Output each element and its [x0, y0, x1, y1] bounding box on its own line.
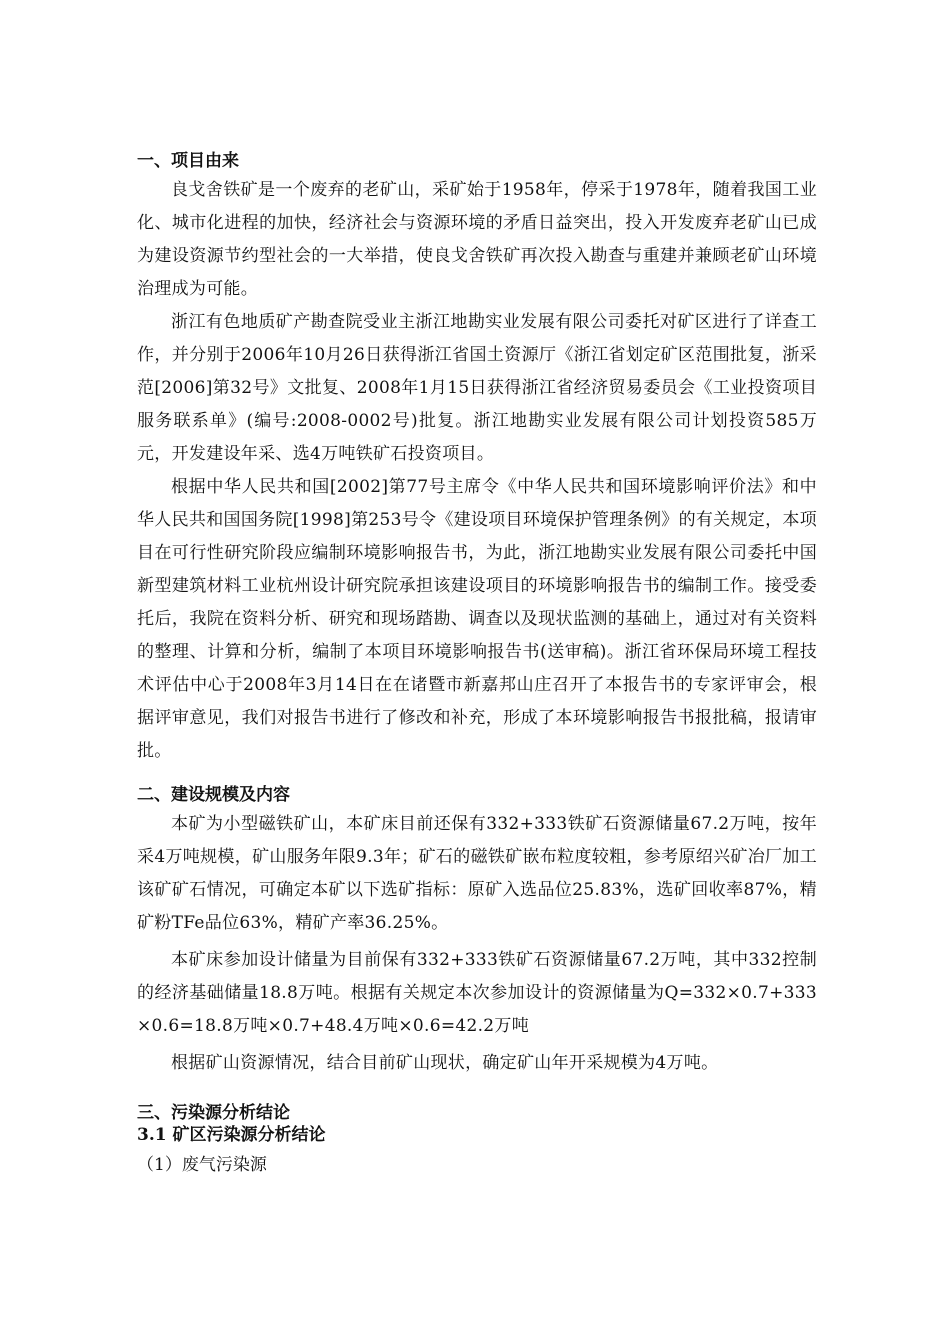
paragraph: 本矿为小型磁铁矿山，本矿床目前还保有332+333铁矿石资源储量67.2万吨，按年采4万吨规模，矿山服务年限9.3年；矿石的磁铁矿嵌布粒度较粗，参考原绍兴矿冶厂加工该矿矿石情况，可确定本矿以下选矿指标：原矿入选品位25.83%，选矿回收率87%，精矿粉TFe品位63%，精矿产率36.25%。 — [137, 814, 817, 933]
paragraph: 浙江有色地质矿产勘查院受业主浙江地勘实业发展有限公司委托对矿区进行了详查工作，并分别于2006年10月26日获得浙江省国土资源厅《浙江省划定矿区范围批复，浙采范[2006]第32号》文批复、2008年1月15日获得浙江省经济贸易委员会《工业投资项目服务联系单》(编号:2008-0002号)批复。浙江地勘实业发展有限公司计划投资585万元，开发建设年采、选4万吨铁矿石投资项目。 — [137, 312, 817, 464]
paragraph: 良戈舍铁矿是一个废弃的老矿山，采矿始于1958年，停采于1978年，随着我国工业化、城市化进程的加快，经济社会与资源环境的矛盾日益突出，投入开发废弃老矿山已成为建设资源节约型社会的一大举措，使良戈舍铁矿再次投入勘查与重建并兼顾老矿山环境治理成为可能。 — [137, 180, 817, 299]
section-heading-pollution-analysis: 三、污染源分析结论 — [137, 1103, 290, 1123]
paragraph: 根据矿山资源情况，结合目前矿山现状，确定矿山年开采规模为4万吨。 — [171, 1053, 719, 1073]
section-heading-project-origin: 一、项目由来 — [137, 151, 239, 171]
paragraph: 本矿床参加设计储量为目前保有332+333铁矿石资源储量67.2万吨，其中332控制的经济基础储量18.8万吨。根据有关规定本次参加设计的资源储量为Q=332×0.7+333×0.6=18.8万吨×0.7+48.4万吨×0.6=42.2万吨 — [137, 950, 817, 1036]
list-item-exhaust-gas: （1）废气污染源 — [137, 1155, 267, 1175]
subsection-heading-mine-pollution: 3.1 矿区污染源分析结论 — [137, 1125, 326, 1145]
paragraph: 根据中华人民共和国[2002]第77号主席令《中华人民共和国环境影响评价法》和中华人民共和国国务院[1998]第253号令《建设项目环境保护管理条例》的有关规定，本项目在可行性研究阶段应编制环境影响报告书，为此，浙江地勘实业发展有限公司委托中国新型建筑材料工业杭州设计研究院承担该建设项目的环境影响报告书的编制工作。接受委托后，我院在资料分析、研究和现场踏勘、调查以及现状监测的基础上，通过对有关资料的整理、计算和分析，编制了本项目环境影响报告书(送审稿)。浙江省环保局环境工程技术评估中心于2008年3月14日在在诸暨市新嘉邦山庄召开了本报告书的专家评审会，根据评审意见，我们对报告书进行了修改和补充，形成了本环境影响报告书报批稿，报请审批。 — [137, 477, 817, 761]
section-heading-construction-scale: 二、建设规模及内容 — [137, 785, 290, 805]
document-body — [137, 150, 817, 1180]
